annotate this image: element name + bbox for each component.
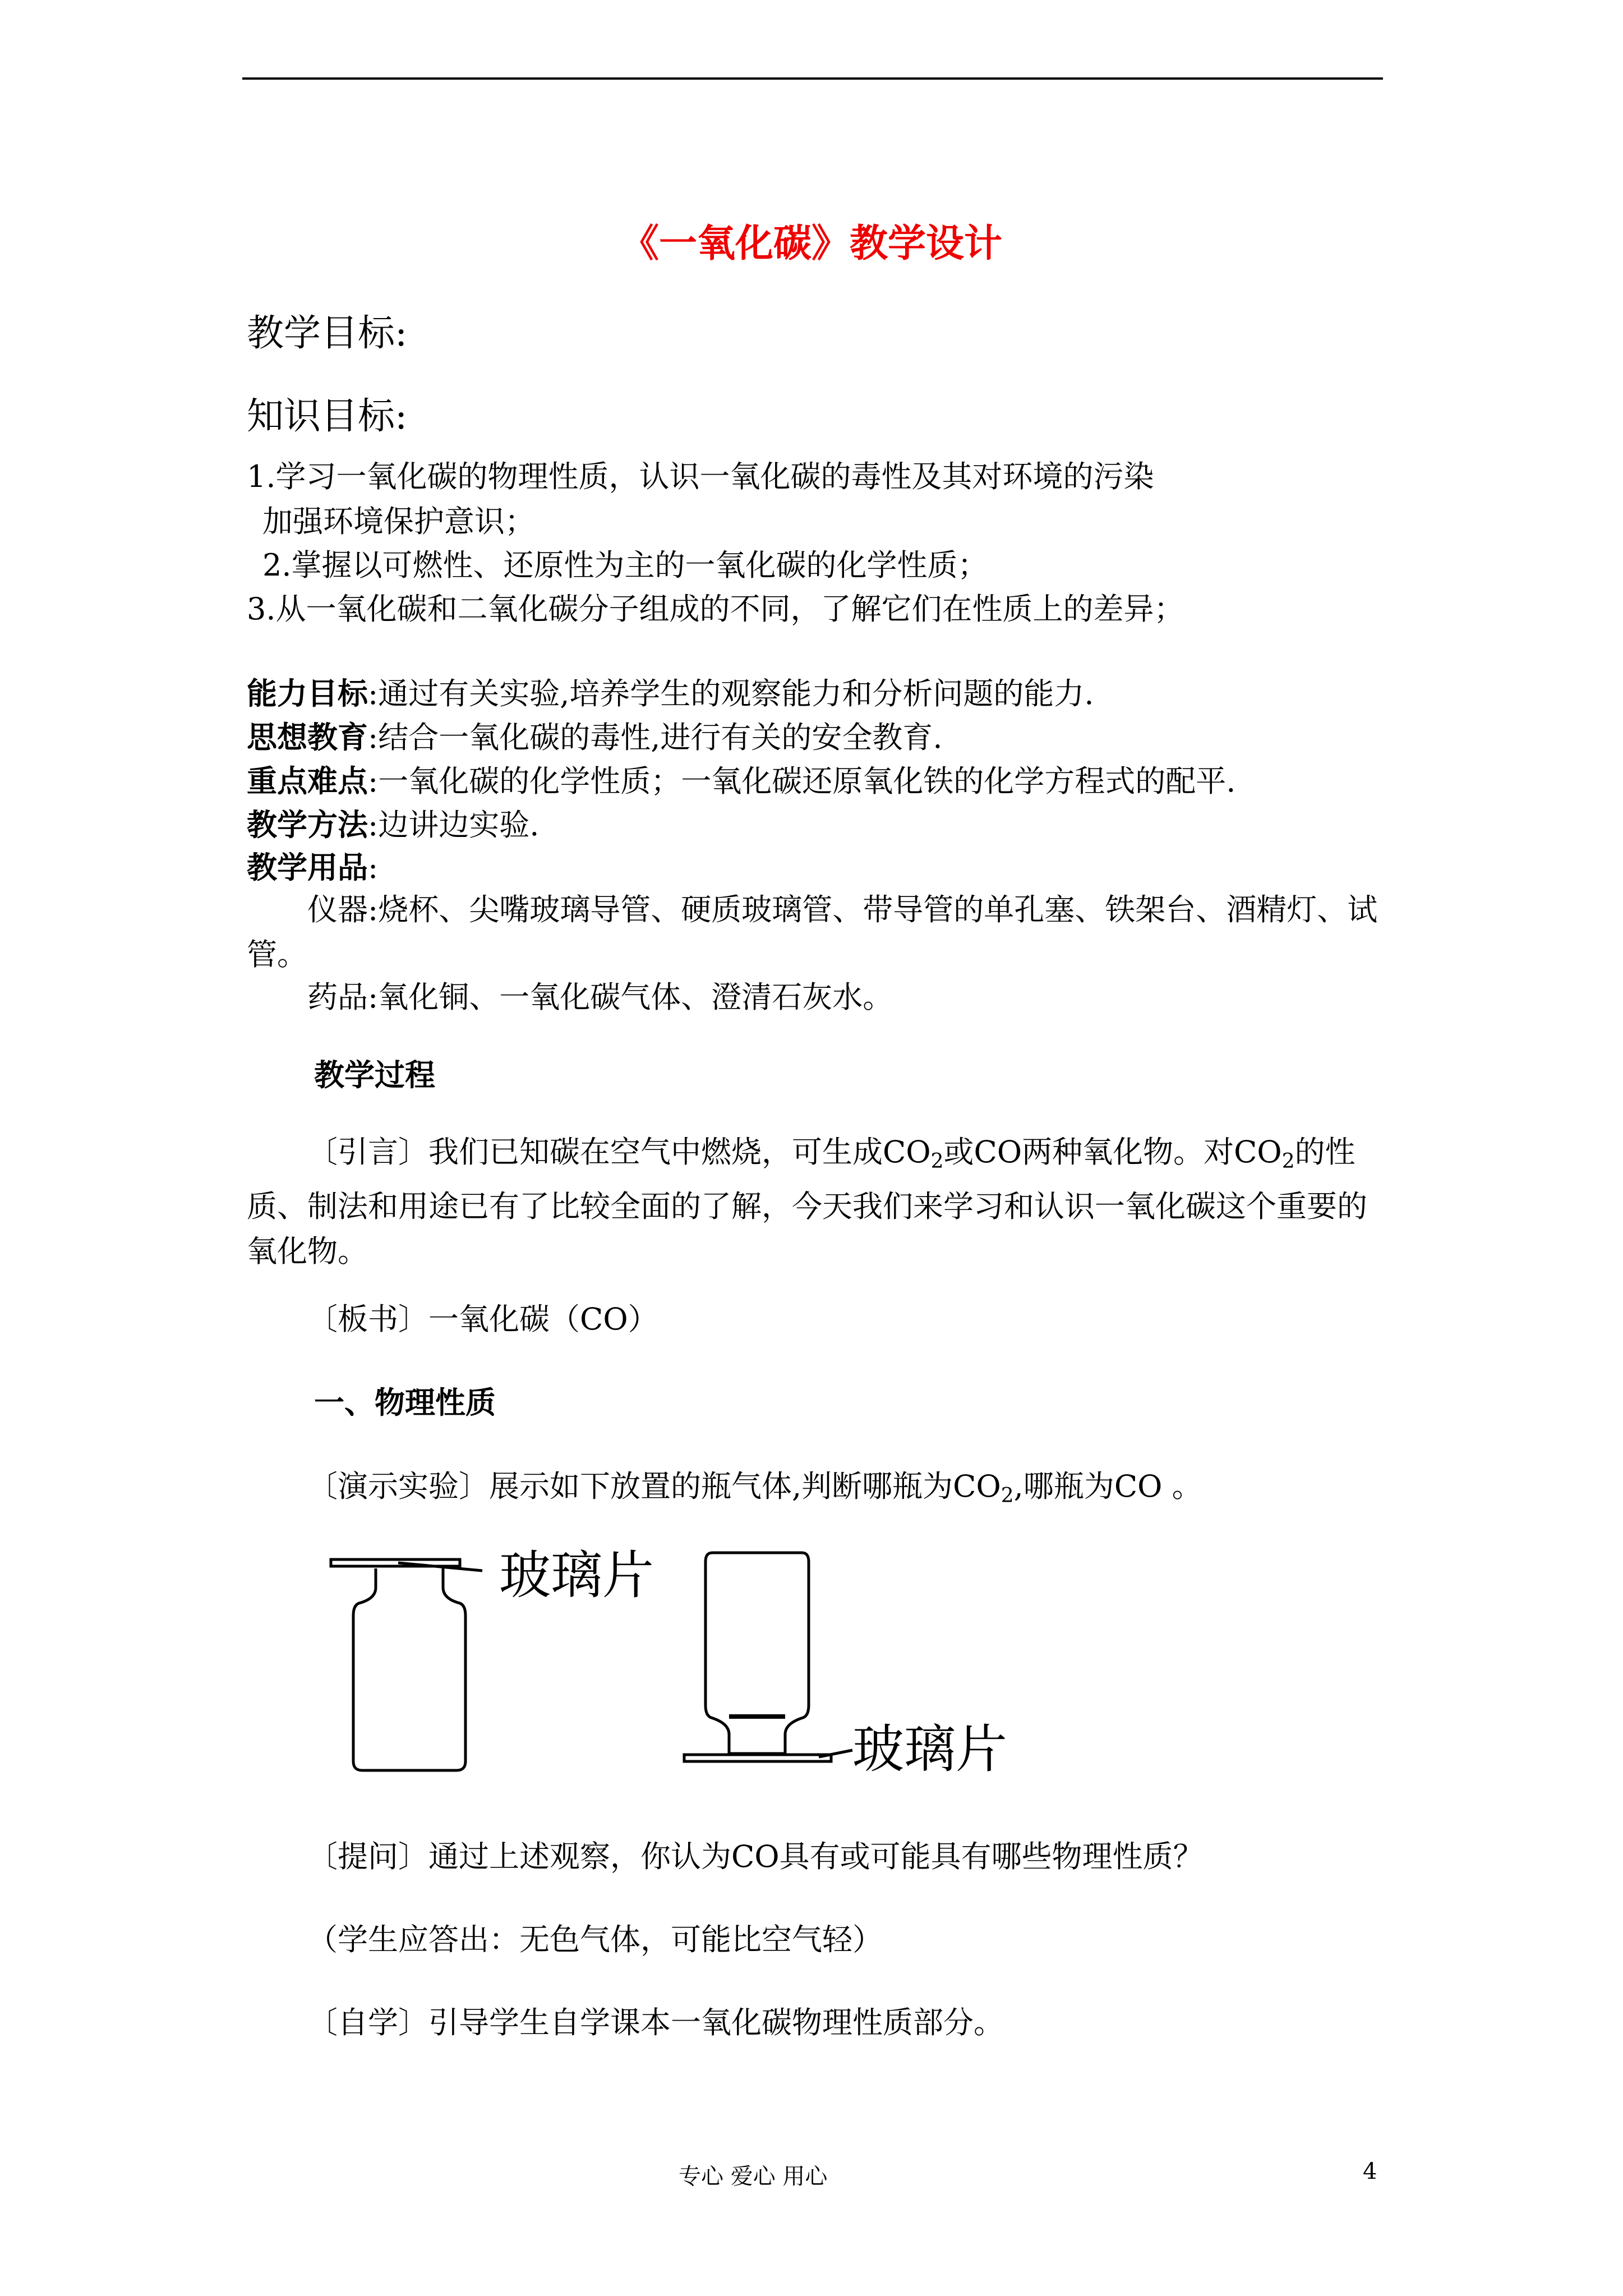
ideology-goal-label: 思想教育 — [247, 719, 368, 755]
knowledge-item-1-cont: 加强环境保护意识； — [262, 504, 535, 539]
ability-goal — [247, 671, 1094, 716]
chemicals-paragraph: 药品:氧化铜、一氧化碳气体、澄清石灰水。 — [307, 979, 893, 1015]
teaching-goals-heading: 教学目标: — [247, 311, 408, 355]
document-title: 《一氧化碳》教学设计 — [620, 221, 1002, 266]
footer-motto: 专心 爱心 用心 — [679, 2164, 828, 2189]
glass-plate-label-left: 玻璃片 — [499, 1545, 654, 1605]
demo-text-b: ,哪瓶为CO 。 — [1013, 1469, 1202, 1504]
board-note: 〔板书〕一氧化碳（CO） — [307, 1301, 658, 1337]
knowledge-item-1: 1.学习一氧化碳的物理性质，认识一氧化碳的毒性及其对环境的污染 — [247, 459, 1154, 494]
intro-text-a: 〔引言〕我们已知碳在空气中燃烧，可生成CO — [307, 1134, 931, 1170]
section-physical-properties: 一、物理性质 — [314, 1384, 496, 1420]
demo-experiment — [307, 1464, 1202, 1519]
ability-goal-text: :通过有关实验,培养学生的观察能力和分析问题的能力. — [368, 676, 1094, 711]
process-heading: 教学过程 — [314, 1057, 435, 1093]
upright-bottle — [331, 1559, 482, 1770]
knowledge-item-3: 3.从一氧化碳和二氧化碳分子组成的不同，了解它们在性质上的差异； — [247, 591, 1184, 627]
key-difficulty-text: :一氧化碳的化学性质；一氧化碳还原氧化铁的化学方程式的配平. — [368, 763, 1236, 799]
teaching-supplies-colon: : — [368, 850, 379, 885]
key-difficulty — [247, 758, 1235, 804]
demo-text-a: 〔演示实验〕展示如下放置的瓶气体,判断哪瓶为CO — [307, 1469, 1001, 1504]
knowledge-goals-heading: 知识目标: — [247, 394, 408, 438]
glass-plate-label-right: 玻璃片 — [852, 1719, 1008, 1779]
student-answer: （学生应答出：无色气体，可能比空气轻） — [307, 1922, 883, 1957]
teaching-method-label: 教学方法 — [247, 807, 368, 843]
demo-subscript: 2 — [1000, 1484, 1014, 1507]
intro-subscript-1: 2 — [930, 1150, 944, 1173]
teaching-method — [247, 802, 539, 848]
self-study-note: 〔自学〕引导学生自学课本一氧化碳物理性质部分。 — [307, 2005, 1004, 2040]
teaching-supplies-label: 教学用品 — [247, 849, 368, 885]
intro-paragraph — [247, 1130, 1385, 1274]
inverted-bottle — [684, 1553, 852, 1761]
key-difficulty-label: 重点难点 — [247, 763, 368, 799]
gas-bottles-figure — [314, 1537, 1043, 1784]
header-rule — [242, 77, 1383, 80]
ideology-goal — [247, 715, 943, 760]
intro-subscript-2: 2 — [1281, 1150, 1295, 1173]
ability-goal-label: 能力目标 — [247, 675, 368, 711]
teaching-supplies — [247, 845, 378, 890]
knowledge-item-2: 2.掌握以可燃性、还原性为主的一氧化碳的化学性质； — [262, 547, 988, 583]
page-number: 4 — [1363, 2159, 1377, 2184]
intro-text-c: 的性质、制法和用途已有了比较全面的了解，今天我们来学习和认识一氧化碳这个重要的氧化物。 — [247, 1134, 1367, 1269]
intro-text-b: 或CO两种氧化物。对CO — [943, 1134, 1282, 1170]
instruments-paragraph: 仪器:烧杯、尖嘴玻璃导管、硬质玻璃管、带导管的单孔塞、铁架台、酒精灯、试管。 — [247, 892, 1378, 972]
teaching-method-text: :边讲边实验. — [368, 807, 540, 843]
question-prompt: 〔提问〕通过上述观察，你认为CO具有或可能具有哪些物理性质？ — [307, 1839, 1204, 1874]
ideology-goal-text: :结合一氧化碳的毒性,进行有关的安全教育. — [368, 720, 943, 755]
